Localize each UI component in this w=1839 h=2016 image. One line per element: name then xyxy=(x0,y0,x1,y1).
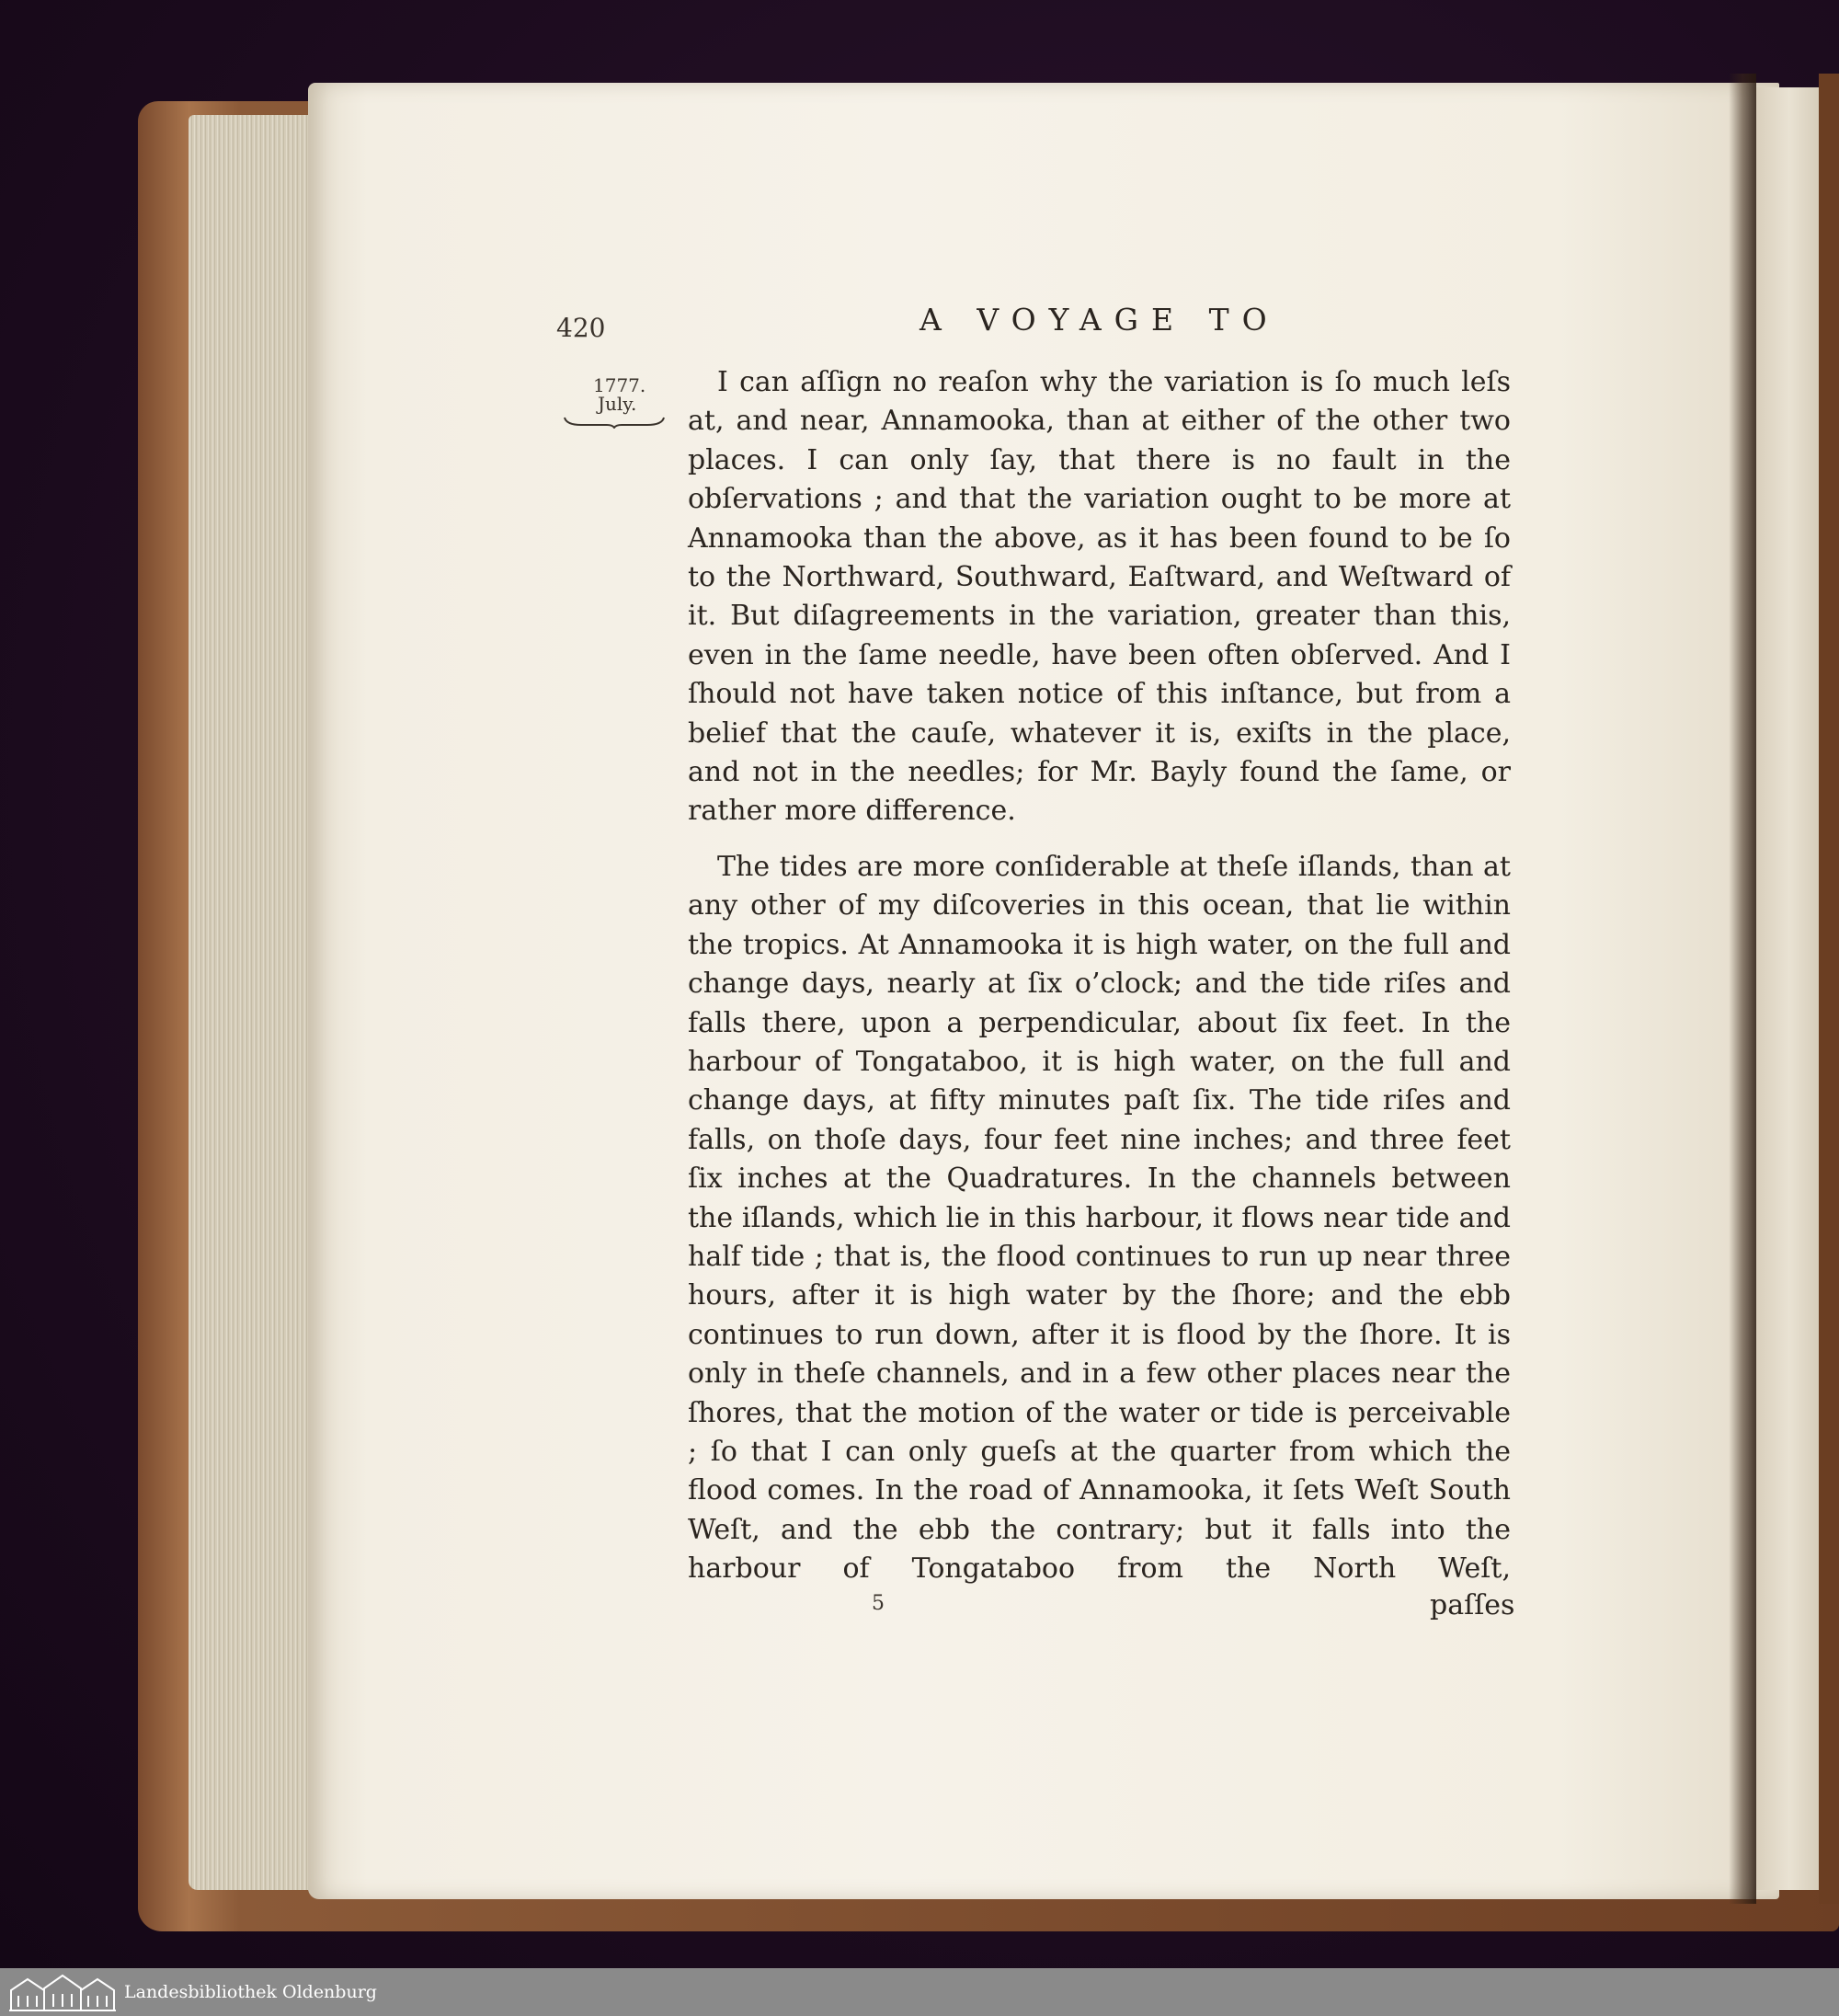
running-head: A VOYAGE TO xyxy=(920,302,1280,338)
margin-month: July. xyxy=(598,393,637,415)
book-gutter xyxy=(1729,74,1756,1904)
body-text xyxy=(688,363,1511,1589)
catchword: paſſes xyxy=(1430,1589,1515,1621)
footer-label: Landesbibliothek Oldenburg xyxy=(124,1982,377,2002)
margin-year: 1777. xyxy=(593,374,646,396)
signature-mark: 5 xyxy=(872,1592,885,1615)
paragraph: The tides are more conſiderable at theſe iſlands, than at any other of my diſcoveries in this ocean, that lie within the tropics. At Annamooka it is high water, on the full and change days, nearly at ſix o’clock; and the tide riſes and falls there, upon a perpendicular, about ſix feet. In the harbour of Tongataboo, it is high water, on the full and change days, at fifty minutes paſt ſix. The tide riſes and falls, on thoſe days, four feet nine inches; and three feet ſix inches at the Quadratures. In the channels between the iſlands, which lie in this harbour, it flows near tide and half tide ; that is, the flood continues to run up near three hours, after it is high water by the ſhore; and the ebb continues to run down, after it is flood by the ſhore. It is only in theſe channels, and in a few other places near the ſhores, that the motion of the water or tide is perceivable ; ſo that I can only gueſs at the quarter from which the flood comes. In the road of Annamooka, it ſets Weſt South Weſt, and the ebb the contrary; but it falls into the harbour of Tongataboo from the North Weſt, xyxy=(688,850,1511,1586)
book-cover-right xyxy=(1819,74,1839,1904)
paragraph: I can aſſign no reaſon why the variation is ſo much leſs at, and near, Annamooka, than at either of the other two places. I can only ſay, that there is no fault in the obſervations ; and that the variation ought to be more at Annamooka than the above, as it has been found to be ſo to the Northward, Southward, Eaſtward, and Weſtward of it. But diſagreements in the variation, greater than this, even in the ſame needle, have been often obſerved. And I ſhould not have taken notice of this inſtance, but from a belief that the cauſe, whatever it is, exiſts in the place, and not in the needles; for Mr. Bayly found the ſame, or rather more difference. xyxy=(688,366,1511,828)
page-edges xyxy=(188,115,317,1890)
page-number: 420 xyxy=(556,313,606,343)
library-building-icon xyxy=(7,1970,118,2014)
margin-brace-icon xyxy=(563,416,666,429)
